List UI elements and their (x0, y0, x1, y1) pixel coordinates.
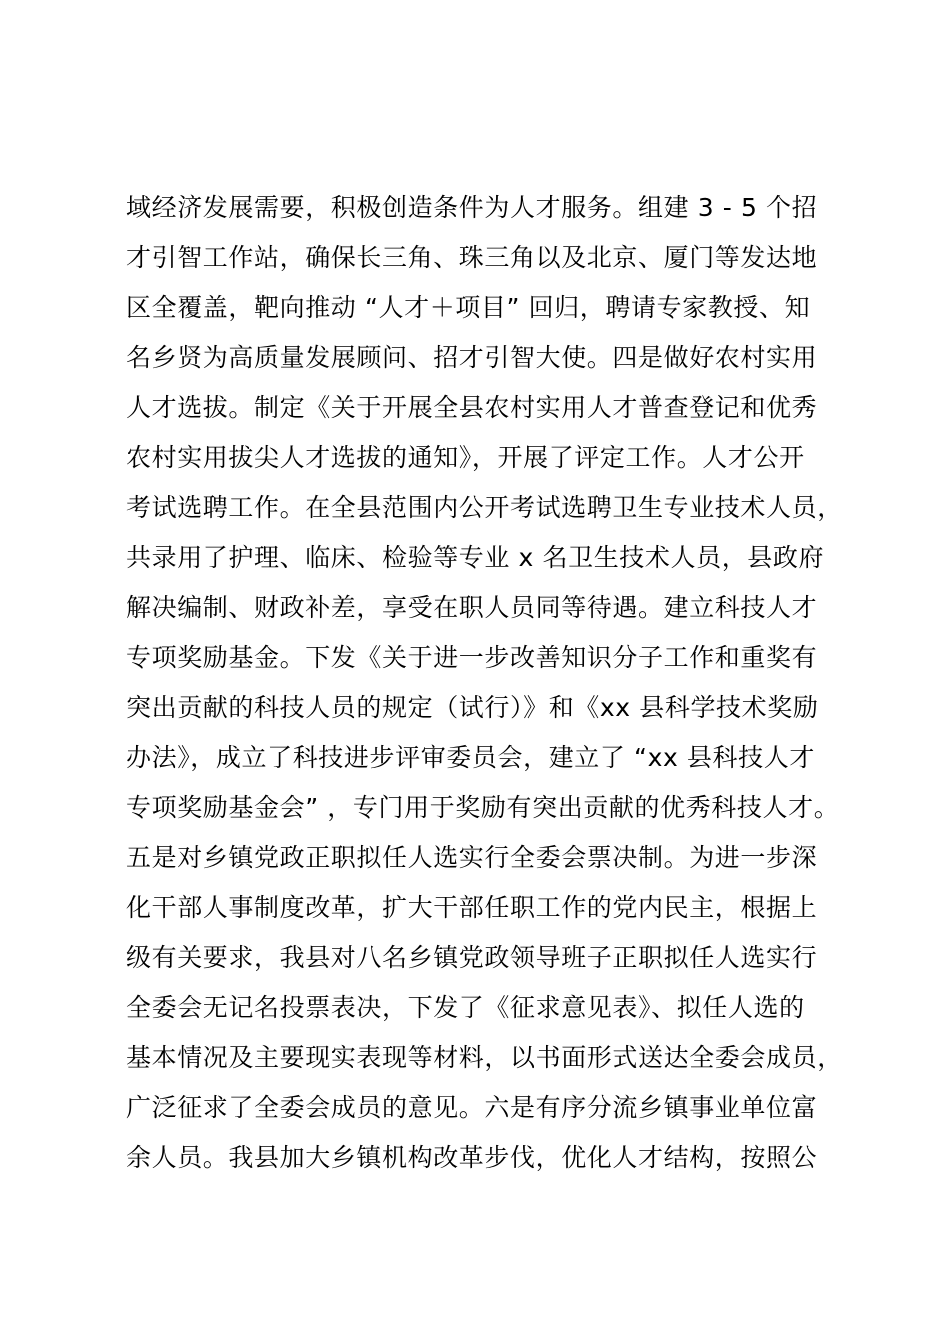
text-line: 基本情况及主要现实表现等材料，以书面形式送达全委会成员， (126, 1043, 843, 1072)
text-line: 专项奖励基金。下发《关于进一步改善知识分子工作和重奖有 (126, 643, 818, 672)
text-line: 办法》，成立了科技进步评审委员会，建立了 “xx 县科技人才 (126, 743, 815, 772)
text-line: 人才选拔。制定《关于开展全县农村实用人才普查登记和优秀 (126, 393, 818, 422)
text-line: 域经济发展需要，积极创造条件为人才服务。组建 3 - 5 个招 (126, 193, 818, 222)
text-line: 级有关要求，我县对八名乡镇党政领导班子正职拟任人选实行 (126, 943, 818, 972)
text-line: 才引智工作站，确保长三角、珠三角以及北京、厦门等发达地 (126, 243, 818, 272)
text-line: 突出贡献的科技人员的规定（试行）》和《xx 县科学技术奖励 (126, 693, 819, 722)
text-line: 区全覆盖，靶向推动 “人才＋项目” 回归，聘请专家教授、知 (126, 293, 811, 322)
text-line: 专项奖励基金会” ，专门用于奖励有突出贡献的优秀科技人才。 (126, 793, 840, 822)
text-line: 五是对乡镇党政正职拟任人选实行全委会票决制。为进一步深 (126, 843, 818, 872)
text-line: 解决编制、财政补差，享受在职人员同等待遇。建立科技人才 (126, 593, 818, 622)
text-line: 名乡贤为高质量发展顾问、招才引智大使。四是做好农村实用 (126, 343, 818, 372)
text-line: 余人员。我县加大乡镇机构改革步伐，优化人才结构，按照公 (126, 1143, 818, 1172)
text-line: 共录用了护理、临床、检验等专业 x 名卫生技术人员，县政府 (126, 543, 825, 572)
text-line: 全委会无记名投票表决，下发了《征求意见表》、拟任人选的 (126, 993, 805, 1022)
text-line: 农村实用拔尖人才选拔的通知》，开展了评定工作。人才公开 (126, 443, 805, 472)
body-paragraph (126, 183, 846, 1183)
text-line: 化干部人事制度改革，扩大干部任职工作的党内民主，根据上 (126, 893, 818, 922)
text-line: 广泛征求了全委会成员的意见。六是有序分流乡镇事业单位富 (126, 1093, 818, 1122)
text-line: 考试选聘工作。在全县范围内公开考试选聘卫生专业技术人员， (126, 493, 843, 522)
